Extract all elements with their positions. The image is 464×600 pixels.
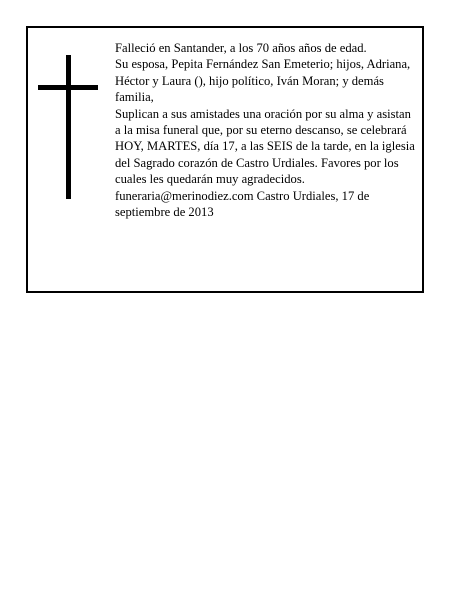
funeral-details: Suplican a sus amistades una oración por su alma y asistan a la misa funeral que, por su eterno descanso, se celebrará HOY, MARTES, día 17, a las SEIS de la tarde, en la iglesia del Sagrado corazón de Castro Urdiales. Favores por los cuales les quedarán muy agradecidos. xyxy=(115,106,415,187)
obituary-notice xyxy=(26,26,424,293)
cross-horizontal-bar xyxy=(38,85,98,90)
family-list: Su esposa, Pepita Fernández San Emeterio; hijos, Adriana, Héctor y Laura (), hijo político, Iván Moran; y demás familia, xyxy=(115,57,411,105)
obituary-text xyxy=(115,40,419,220)
contact-and-date: funeraria@merinodiez.com Castro Urdiales, 17 de septiembre de 2013 xyxy=(115,188,370,220)
cross-vertical-bar xyxy=(66,55,71,199)
death-announcement: Falleció en Santander, a los 70 años años de edad. xyxy=(115,41,367,55)
